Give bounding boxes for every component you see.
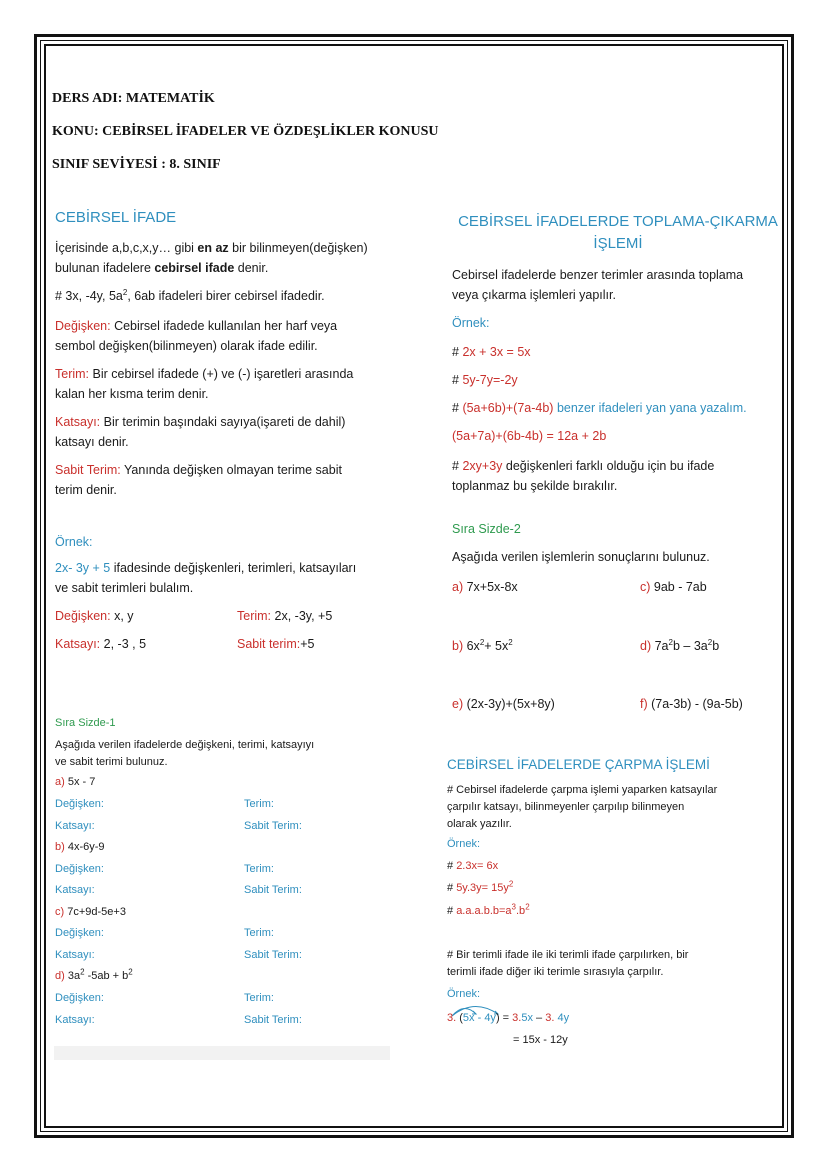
ornek-degisken: Değişken: x, y bbox=[55, 609, 134, 623]
carpma-description: # Cebirsel ifadelerde çarpma işlemi yaparken katsayılar çarpılır katsayı, bilinmeyenler çarpılıp bilinmeyen olarak yazılır. bbox=[447, 784, 718, 830]
field-degisken: Değişken: bbox=[55, 992, 104, 1004]
definition-katsayi: Katsayı: Bir terimin başındaki sayıya(işareti de dahil) katsayı denir. bbox=[55, 415, 346, 449]
sira-sizde-2-description: Aşağıda verilen işlemlerin sonuçlarını bulunuz. bbox=[452, 550, 710, 564]
ornek-katsayi: Katsayı: 2, -3 , 5 bbox=[55, 637, 147, 651]
question-e: e) (2x-3y)+(5x+8y) bbox=[452, 697, 555, 711]
toplama-example-5: # 2xy+3y değişkenleri farklı olduğu için bu ifade toplanmaz bu şekilde bırakılır. bbox=[452, 459, 715, 493]
distribution-ornek-label: Örnek: bbox=[447, 988, 481, 1000]
field-terim: Terim: bbox=[244, 992, 274, 1004]
ornek-description: 2x- 3y + 5 ifadesinde değişkenleri, terimleri, katsayıları ve sabit terimleri bulalım. bbox=[55, 561, 357, 595]
field-degisken: Değişken: bbox=[55, 863, 104, 875]
field-terim: Terim: bbox=[244, 798, 274, 810]
intro-paragraph: İçerisinde a,b,c,x,y… gibi en az bir bilinmeyen(değişken) bulunan ifadelere cebirsel ifade denir. bbox=[55, 241, 368, 275]
distribution-rule: # Bir terimli ifade ile iki terimli ifade çarpılırken, bir terimli ifade diğer iki terimle sırasıyla çarpılır. bbox=[447, 949, 689, 978]
toplama-example-4: (5a+7a)+(6b-4b) = 12a + 2b bbox=[452, 429, 607, 443]
question-d: d) $7a^2b - 3a^2b$ bbox=[640, 637, 720, 653]
ornek-sabit: Sabit terim:+5 bbox=[237, 637, 315, 651]
scan-shade bbox=[54, 1046, 390, 1060]
field-katsayi: Katsayı: bbox=[55, 1014, 95, 1026]
definition-terim: Terim: Bir cebirsel ifadede (+) ve (-) işaretleri arasında kalan her kısma terim denir. bbox=[55, 367, 354, 401]
field-katsayi: Katsayı: bbox=[55, 820, 95, 832]
field-katsayi: Katsayı: bbox=[55, 884, 95, 896]
carpma-example-1: # 2.3x= 6x bbox=[447, 860, 499, 872]
exercise-b: b) 4x-6y-9 bbox=[55, 841, 105, 853]
section-title-carpma: CEBİRSEL İFADELERDE ÇARPMA İŞLEMİ bbox=[447, 757, 710, 772]
definition-degisken: Değişken: Cebirsel ifadede kullanılan her harf veya sembol değişken(bilinmeyen) olarak ifade edilir. bbox=[55, 319, 338, 353]
carpma-example-3: # $a.a.a.b.b=a^3.b^2$ bbox=[447, 902, 530, 917]
toplama-example-2: # 5y-7y=-2y bbox=[452, 373, 518, 387]
question-f: f) (7a-3b) - (9a-5b) bbox=[640, 697, 743, 711]
section-title-cebirsel-ifade: CEBİRSEL İFADE bbox=[55, 209, 177, 226]
section-title-toplama-cikarma: CEBİRSEL İFADELERDE TOPLAMA-ÇIKARMA İŞLEMİ bbox=[458, 213, 778, 252]
field-terim: Terim: bbox=[244, 863, 274, 875]
distribution-result: = 15x - 12y bbox=[513, 1034, 568, 1046]
ornek-label-left: Örnek: bbox=[55, 535, 93, 549]
course-name: DERS ADI: MATEMATİK bbox=[52, 91, 215, 106]
ornek-terim: Terim: 2x, -3y, +5 bbox=[237, 609, 333, 623]
sira-sizde-1-description: Aşağıda verilen ifadelerde değişkeni, terimi, katsayıyı ve sabit terimi bulunuz. bbox=[55, 739, 315, 768]
field-degisken: Değişken: bbox=[55, 927, 104, 939]
field-sabit-terim: Sabit Terim: bbox=[244, 884, 302, 896]
field-katsayi: Katsayı: bbox=[55, 949, 95, 961]
field-terim: Terim: bbox=[244, 927, 274, 939]
sira-sizde-2-title: Sıra Sizde-2 bbox=[452, 522, 521, 536]
question-a: a) 7x+5x-8x bbox=[452, 580, 518, 594]
carpma-example-2: # $5y.3y= 15y^2$ bbox=[447, 879, 514, 894]
distribution-example: 3. (5x - 4y) = 3.5x – 3. 4y bbox=[447, 1012, 570, 1024]
exercise-c: c) 7c+9d-5e+3 bbox=[55, 906, 126, 918]
exercise-d: d) $3a^2$ $-5ab + b^2$ bbox=[55, 967, 133, 982]
ornek-label-right: Örnek: bbox=[452, 316, 490, 330]
field-sabit-terim: Sabit Terim: bbox=[244, 1014, 302, 1026]
toplama-example-3: # (5a+6b)+(7a-4b) benzer ifadeleri yan yana yazalım. bbox=[452, 401, 747, 415]
exercise-a: a) 5x - 7 bbox=[55, 776, 96, 788]
toplama-description: Cebirsel ifadelerde benzer terimler arasında toplama veya çıkarma işlemleri yapılır. bbox=[452, 268, 744, 302]
grade-level: SINIF SEVİYESİ : 8. SINIF bbox=[52, 157, 221, 172]
example-expressions: # 3x, -4y, $5a^2$, 6ab ifadeleri birer cebirsel ifadedir. bbox=[55, 287, 325, 303]
sira-sizde-1-title: Sıra Sizde-1 bbox=[55, 717, 116, 729]
field-sabit-terim: Sabit Terim: bbox=[244, 820, 302, 832]
field-degisken: Değişken: bbox=[55, 798, 104, 810]
field-sabit-terim: Sabit Terim: bbox=[244, 949, 302, 961]
topic-title: KONU: CEBİRSEL İFADELER VE ÖZDEŞLİKLER KONUSU bbox=[52, 124, 439, 139]
question-c: c) 9ab - 7ab bbox=[640, 580, 707, 594]
definition-sabit-terim: Sabit Terim: Yanında değişken olmayan terime sabit terim denir. bbox=[55, 463, 342, 497]
question-b: b) $6x^2+ 5x^2$ bbox=[452, 637, 513, 653]
carpma-ornek-label: Örnek: bbox=[447, 838, 481, 850]
toplama-example-1: # 2x + 3x = 5x bbox=[452, 345, 531, 359]
